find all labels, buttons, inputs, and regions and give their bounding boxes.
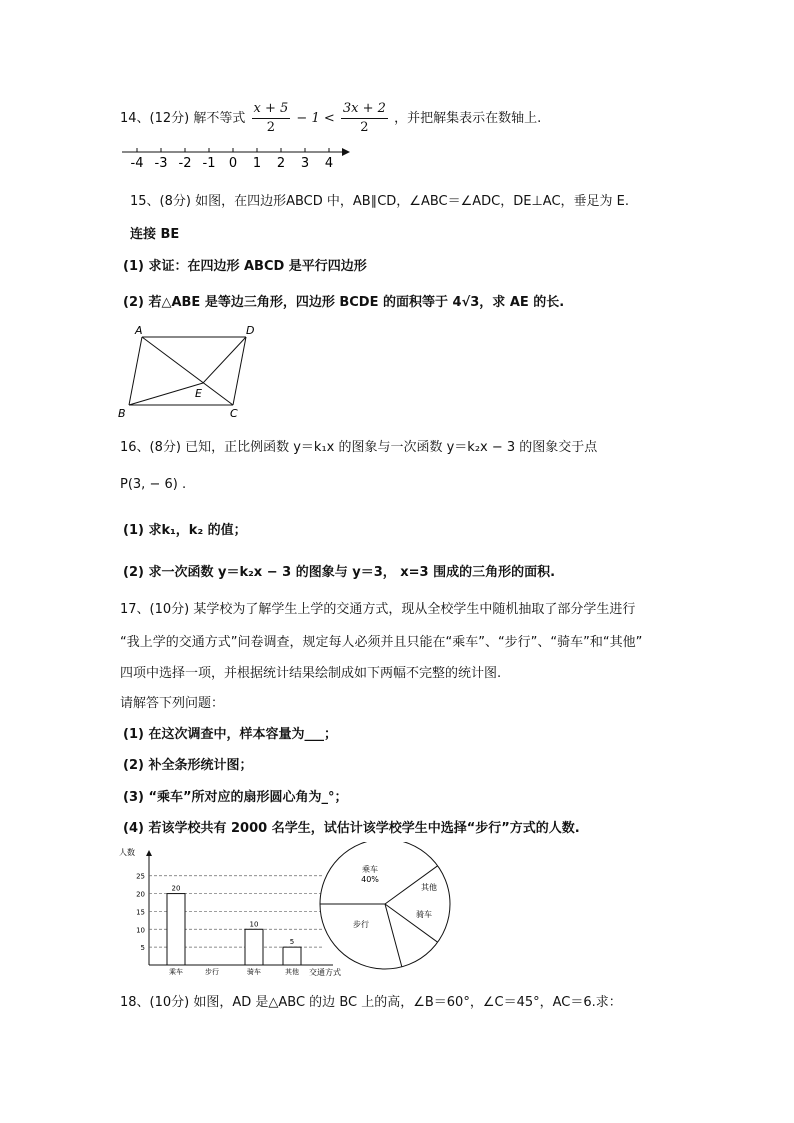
q14-frac2-numerator: 3x + 2: [341, 100, 388, 119]
bar: [167, 894, 185, 965]
q14-frac1-numerator: x + 5: [252, 100, 291, 119]
q16-line2: P(3, − 6) .: [120, 477, 187, 492]
number-line-tick-label: -3: [154, 156, 168, 171]
y-tick-label: 20: [136, 890, 145, 899]
q17-part2: (2) 补全条形统计图；: [123, 758, 253, 773]
q14-frac2-denominator: 2: [360, 120, 369, 135]
pie-slice-label: 骑车: [416, 910, 432, 919]
bar-value-label: 20: [171, 884, 181, 893]
number-line: [118, 142, 358, 172]
y-axis-label: 人数: [119, 848, 135, 857]
q17-line3: 四项中选择一项，并根据统计结果绘制成如下两幅不完整的统计图.: [120, 666, 502, 681]
number-line-tick-label: 4: [324, 156, 334, 171]
bar: [283, 947, 301, 965]
y-tick-label: 5: [140, 944, 145, 953]
q14-mid: − 1 <: [296, 111, 335, 126]
q17-line4: 请解答下列问题：: [120, 696, 225, 711]
q14-fraction-2: [341, 100, 388, 137]
q16-line1: 16、(8分) 已知，正比例函数 y＝k₁x 的图象与一次函数 y＝k₂x − 3 的图象交于点: [120, 440, 598, 455]
label-c: C: [230, 407, 238, 420]
q18-line1: 18、(10分) 如图，AD 是△ABC 的边 BC 上的高，∠B＝60°，∠C＝45°，AC＝6.求：: [120, 995, 622, 1010]
bar-value-label: 10: [249, 920, 259, 929]
q14-suffix: ，并把解集表示在数轴上.: [394, 111, 542, 126]
q16-part2: (2) 求一次函数 y＝k₂x − 3 的图象与 y＝3， x=3 围成的三角形的面积.: [123, 565, 556, 580]
bar: [245, 929, 263, 965]
pie-slice-label: 乘车: [362, 865, 378, 874]
pie-chart: [312, 842, 472, 982]
number-line-tick-label: 1: [252, 156, 262, 171]
number-line-tick-label: -2: [178, 156, 192, 171]
q14-fraction-1: [252, 100, 291, 137]
q17-part3: (3) “乘车”所对应的扇形圆心角为_°；: [123, 790, 348, 805]
q14-prefix: 14、(12分) 解不等式: [120, 111, 246, 126]
x-tick-label: 步行: [205, 968, 219, 976]
pie-slice-label: 其他: [421, 883, 437, 892]
bar-value-label: 5: [289, 938, 295, 947]
parallelogram-figure: [115, 322, 265, 422]
pie-slice-label: 步行: [353, 920, 369, 929]
number-line-tick-label: 3: [300, 156, 310, 171]
q17-part1: (1) 在这次调查中，样本容量为___；: [123, 727, 337, 742]
x-axis-label: 交通方式: [309, 968, 341, 977]
label-e: E: [195, 387, 202, 400]
q17-part4: (4) 若该学校共有 2000 名学生，试估计该学校学生中选择“步行”方式的人数.: [123, 821, 580, 836]
number-line-arrow: [342, 148, 350, 156]
side-ba: [129, 337, 142, 405]
x-tick-label: 其他: [285, 968, 299, 976]
q14-line: [120, 100, 541, 137]
segment-be: [129, 383, 203, 405]
number-line-tick-label: -4: [130, 156, 144, 171]
x-tick-label: 乘车: [169, 968, 183, 976]
label-a: A: [135, 324, 143, 337]
number-line-tick-label: 0: [228, 156, 238, 171]
diagonal-ac: [142, 337, 233, 405]
q15-line1: 15、(8分) 如图，在四边形ABCD 中，AB∥CD，∠ABC＝∠ADC，DE⊥AC，垂足为 E.: [130, 194, 630, 209]
q17-line2: “我上学的交通方式”问卷调查，规定每人必须并且只能在“乘车”、“步行”、“骑车”和“其他”: [120, 635, 643, 650]
side-dc: [233, 337, 246, 405]
y-tick-label: 10: [136, 926, 145, 935]
segment-de: [203, 337, 246, 383]
q14-frac1-denominator: 2: [266, 120, 276, 135]
q15-part2: (2) 若△ABE 是等边三角形，四边形 BCDE 的面积等于 4√3，求 AE 的长.: [123, 295, 565, 310]
label-b: B: [118, 407, 126, 420]
number-line-tick-label: -1: [202, 156, 216, 171]
y-tick-label: 15: [136, 908, 145, 917]
q17-line1: 17、(10分) 某学校为了解学生上学的交通方式，现从全校学生中随机抽取了部分学生进行: [120, 602, 636, 617]
x-tick-label: 骑车: [247, 968, 261, 976]
q15-part1: (1) 求证：在四边形 ABCD 是平行四边形: [123, 259, 367, 274]
pie-percent-label: 40%: [361, 875, 379, 884]
label-d: D: [246, 324, 255, 337]
q16-part1: (1) 求k₁，k₂ 的值；: [123, 523, 247, 538]
q15-line2: 连接 BE: [130, 227, 180, 242]
y-tick-label: 25: [136, 872, 145, 881]
number-line-tick-label: 2: [276, 156, 286, 171]
y-axis-arrow: [146, 850, 152, 856]
